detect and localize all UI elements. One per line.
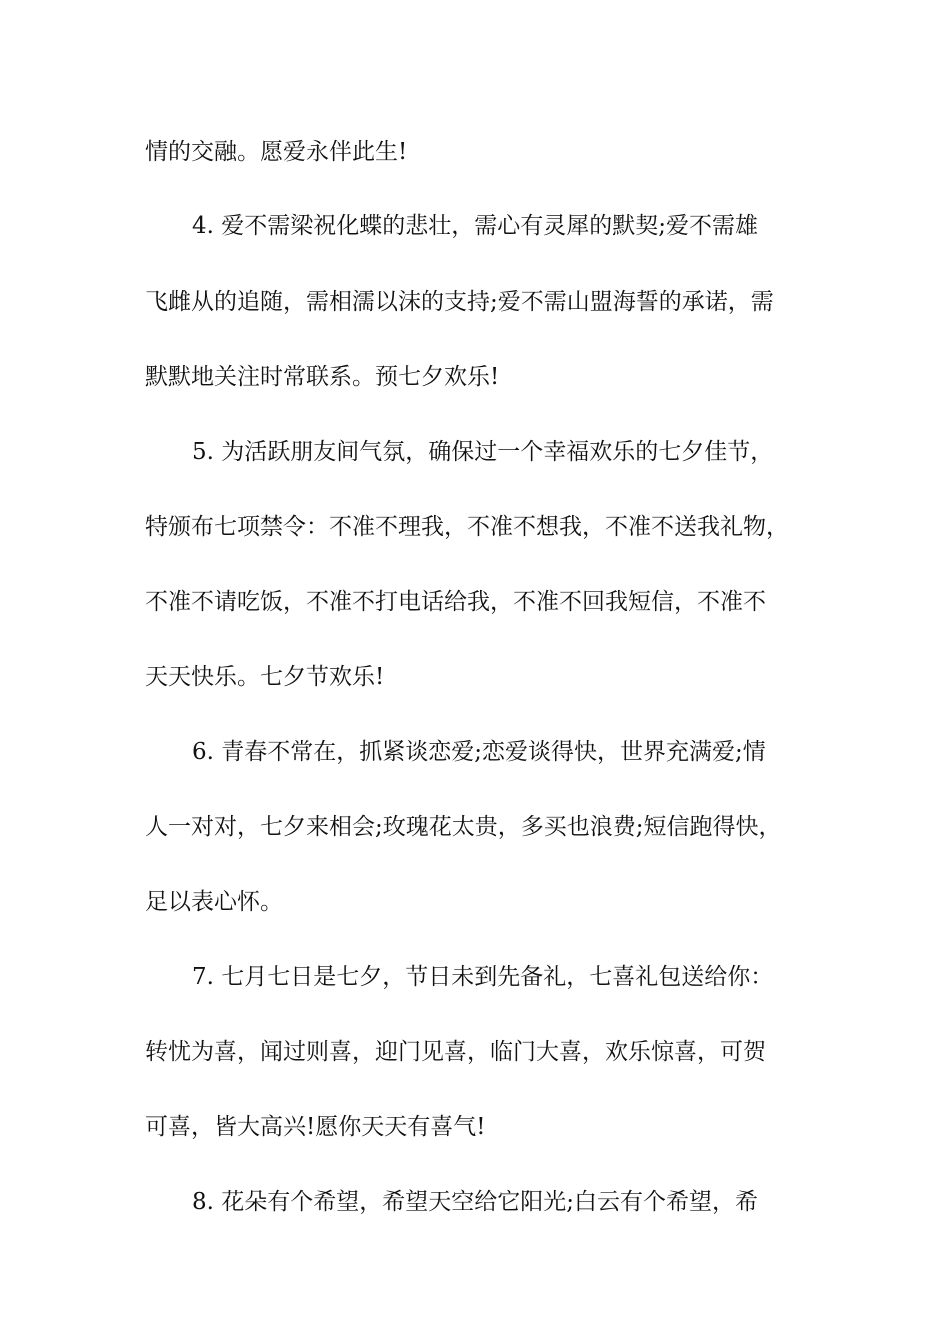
text-line-7: 不准不请吃饭，不准不打电话给我，不准不回我短信，不准不: [145, 589, 766, 615]
text-line-4: 默默地关注时常联系。预七夕欢乐!: [145, 364, 500, 390]
text-line-10: 人一对对，七夕来相会;玫瑰花太贵，多买也浪费;短信跑得快，: [145, 814, 782, 840]
text-line-9: 6. 青春不常在，抓紧谈恋爱;恋爱谈得快，世界充满爱;情: [192, 739, 766, 765]
text-line-15: 8. 花朵有个希望，希望天空给它阳光;白云有个希望，希: [192, 1189, 759, 1215]
text-line-5: 5. 为活跃朋友间气氛，确保过一个幸福欢乐的七夕佳节，: [192, 439, 774, 465]
text-line-11: 足以表心怀。: [145, 889, 283, 915]
text-line-13: 转忧为喜，闻过则喜，迎门见喜，临门大喜，欢乐惊喜，可贺: [145, 1039, 766, 1065]
text-line-3: 飞雌从的追随，需相濡以沫的支持;爱不需山盟海誓的承诺，需: [145, 289, 774, 315]
text-line-14: 可喜，皆大高兴!愿你天天有喜气!: [145, 1114, 486, 1140]
text-line-1: 情的交融。愿爱永伴此生!: [145, 139, 408, 165]
text-line-2: 4. 爱不需梁祝化蝶的悲壮，需心有灵犀的默契;爱不需雄: [192, 213, 759, 239]
text-line-6: 特颁布七项禁令：不准不理我，不准不想我，不准不送我礼物，: [145, 514, 789, 540]
text-line-8: 天天快乐。七夕节欢乐!: [145, 664, 385, 690]
text-line-12: 7. 七月七日是七夕，节日未到先备礼，七喜礼包送给你：: [192, 964, 774, 990]
